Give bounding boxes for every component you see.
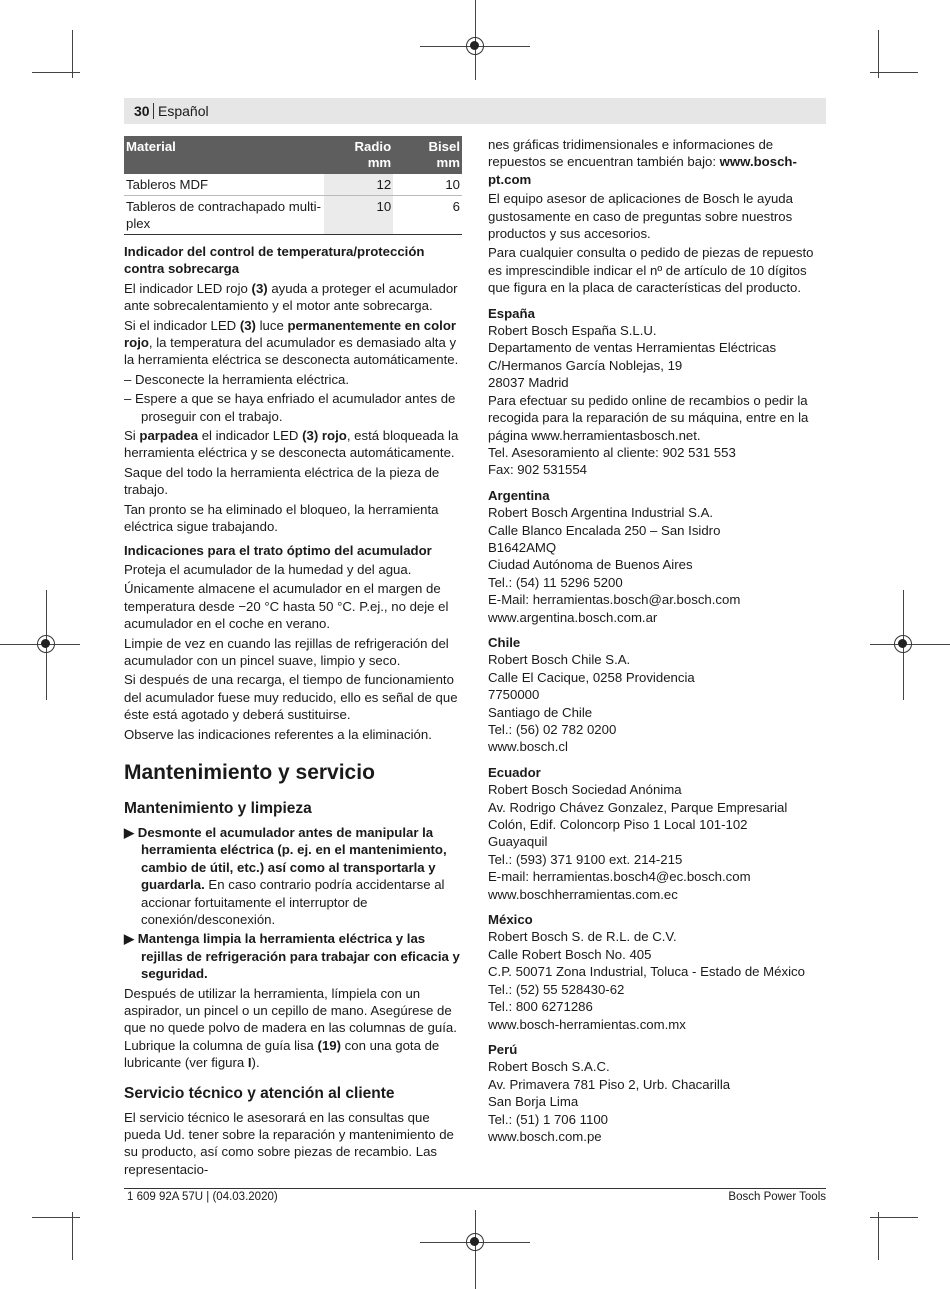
contact-line: Av. Rodrigo Chávez Gonzalez, Parque Empresarial Colón, Edif. Coloncorp Piso 1 Local 101-102 bbox=[488, 799, 788, 833]
country-name: Perú bbox=[488, 1041, 518, 1057]
contact-line: Calle Robert Bosch No. 405 bbox=[488, 946, 652, 962]
subsection-service: Servicio técnico y atención al cliente bbox=[124, 1084, 395, 1102]
dash-item: – Desconecte la herramienta eléctrica. bbox=[124, 371, 350, 387]
crop-mark bbox=[32, 1217, 80, 1218]
country-block bbox=[488, 911, 826, 1033]
country-block bbox=[488, 305, 826, 479]
contact-line: Robert Bosch Sociedad Anónima bbox=[488, 782, 682, 798]
section-title-maintenance: Mantenimiento y servicio bbox=[124, 760, 375, 784]
table-header-bisel: Bisel mm bbox=[393, 136, 462, 174]
crop-mark bbox=[870, 72, 918, 73]
service-contacts bbox=[488, 305, 826, 1146]
country-block bbox=[488, 487, 826, 626]
page-header-bar bbox=[124, 98, 826, 124]
contact-line: Para efectuar su pedido online de recambios o pedir la recogida para la reparación de su máquina, entre en la página www.herramientasbosch.net. bbox=[488, 392, 809, 443]
contact-line: C.P. 50071 Zona Industrial, Toluca - Estado de México bbox=[488, 964, 805, 980]
contact-line: 28037 Madrid bbox=[488, 375, 569, 391]
contact-line: Calle Blanco Encalada 250 – San Isidro bbox=[488, 522, 721, 538]
country-block bbox=[488, 1041, 826, 1145]
contact-line: Calle El Cacique, 0258 Providencia bbox=[488, 669, 695, 685]
contact-line: Robert Bosch España S.L.U. bbox=[488, 323, 657, 339]
material-table bbox=[124, 136, 462, 235]
contact-line: E-mail: herramientas.bosch4@ec.bosch.com bbox=[488, 869, 751, 885]
crop-mark bbox=[878, 30, 879, 78]
contact-line: www.bosch-herramientas.com.mx bbox=[488, 1016, 686, 1032]
contact-line: Tel. Asesoramiento al cliente: 902 531 553 bbox=[488, 444, 736, 460]
country-block bbox=[488, 634, 826, 756]
footer-divider bbox=[124, 1188, 826, 1189]
temp-heading: Indicador del control de temperatura/protección contra sobrecarga bbox=[124, 244, 425, 277]
contact-line: Robert Bosch Chile S.A. bbox=[488, 652, 631, 668]
country-name: México bbox=[488, 912, 533, 928]
contact-line: Tel.: (51) 1 706 1100 bbox=[488, 1111, 608, 1127]
country-name: Chile bbox=[488, 634, 521, 650]
cell-bisel: 10 bbox=[393, 174, 462, 196]
contact-line: www.bosch.com.pe bbox=[488, 1128, 602, 1144]
registration-mark-icon bbox=[37, 635, 55, 653]
contact-line: Ciudad Autónoma de Buenos Aires bbox=[488, 557, 693, 573]
paragraph: Si después de una recarga, el tiempo de funcionamiento del acumulador fuese muy reducido, ello es señal de que éste está agotado y deberá sustituirse. bbox=[124, 672, 458, 723]
cell-bisel: 6 bbox=[393, 196, 462, 235]
footer-doc-number: 1 609 92A 57U | (04.03.2020) bbox=[127, 1191, 278, 1203]
table-row bbox=[124, 174, 462, 196]
paragraph: El equipo asesor de aplicaciones de Bosch le ayuda gustosamente en caso de preguntas sobre nuestros productos y sus accesorios. bbox=[488, 191, 793, 242]
paragraph: Si el indicador LED (3) luce permanentemente en color rojo, la temperatura del acumulador es demasiado alta y la herramienta eléctrica se desconecta automáticamente. bbox=[124, 317, 459, 368]
contact-line: Santiago de Chile bbox=[488, 704, 593, 720]
table-header-row bbox=[124, 136, 462, 174]
country-name: Argentina bbox=[488, 487, 550, 503]
paragraph: nes gráficas tridimensionales e informaciones de repuestos se encuentran también bajo: www.bosch-pt.com bbox=[488, 137, 797, 187]
contact-line: www.argentina.bosch.com.ar bbox=[488, 609, 658, 625]
paragraph: Si parpadea el indicador LED (3) rojo, está bloqueada la herramienta eléctrica y se desconecta automáticamente. bbox=[124, 428, 459, 461]
contact-line: Robert Bosch Argentina Industrial S.A. bbox=[488, 505, 714, 521]
country-name: España bbox=[488, 305, 535, 321]
contact-line: Tel.: (54) 11 5296 5200 bbox=[488, 574, 623, 590]
cell-material: Tableros de contrachapado multi-plex bbox=[124, 196, 324, 235]
contact-line: E-Mail: herramientas.bosch@ar.bosch.com bbox=[488, 592, 741, 608]
contact-line: B1642AMQ bbox=[488, 539, 557, 555]
contact-line: Robert Bosch S. de R.L. de C.V. bbox=[488, 929, 677, 945]
contact-line: Guayaquil bbox=[488, 834, 548, 850]
header-divider bbox=[153, 103, 154, 119]
header-language: Español bbox=[158, 103, 209, 119]
contact-line: Tel.: (52) 55 528430-62 bbox=[488, 981, 625, 997]
paragraph: Después de utilizar la herramienta, límpiela con un aspirador, un pincel o un cepillo de mano. Asegúrese de que no quede polvo de madera en las columnas de guía. Lubrique la columna de guía lisa (19) con una gota de lubricante (ver figura I). bbox=[124, 985, 457, 1071]
paragraph: Tan pronto se ha eliminado el bloqueo, la herramienta eléctrica sigue trabajando. bbox=[124, 501, 439, 535]
contact-line: Tel.: 800 6271286 bbox=[488, 999, 593, 1015]
footer-brand: Bosch Power Tools bbox=[728, 1191, 826, 1203]
contact-line: Departamento de ventas Herramientas Eléctricas bbox=[488, 340, 777, 356]
cell-radio: 12 bbox=[324, 174, 393, 196]
registration-mark-icon bbox=[466, 37, 484, 55]
battery-heading: Indicaciones para el trato óptimo del acumulador bbox=[124, 542, 432, 558]
paragraph: El servicio técnico le asesorará en las consultas que pueda Ud. tener sobre la reparación y mantenimiento de su producto, así como sobre piezas de recambio. Las representacio- bbox=[124, 1109, 454, 1177]
contact-line: www.boschherramientas.com.ec bbox=[488, 886, 678, 902]
cell-radio: 10 bbox=[324, 196, 393, 235]
paragraph: Limpie de vez en cuando las rejillas de refrigeración del acumulador con un pincel suave, limpio y seco. bbox=[124, 635, 449, 668]
subsection-cleaning: Mantenimiento y limpieza bbox=[124, 799, 312, 817]
left-column bbox=[124, 136, 464, 1180]
paragraph: Observe las indicaciones referentes a la eliminación. bbox=[124, 726, 432, 742]
table-header-material: Material bbox=[124, 136, 324, 174]
country-block bbox=[488, 764, 826, 903]
contact-line: 7750000 bbox=[488, 687, 540, 703]
right-column bbox=[488, 136, 826, 1145]
page-number: 30 bbox=[134, 103, 150, 119]
contact-line: Tel.: (56) 02 782 0200 bbox=[488, 722, 617, 737]
contact-line: Av. Primavera 781 Piso 2, Urb. Chacarilla bbox=[488, 1076, 731, 1092]
paragraph: El indicador LED rojo (3) ayuda a proteger el acumulador ante sobrecalentamiento y el motor ante sobrecarga. bbox=[124, 280, 458, 314]
contact-line: Fax: 902 531554 bbox=[488, 462, 587, 478]
crop-mark bbox=[870, 1217, 918, 1218]
contact-line: Tel.: (593) 371 9100 ext. 214-215 bbox=[488, 851, 683, 867]
paragraph: Únicamente almacene el acumulador en el margen de temperatura desde −20 °C hasta 50 °C. P.ej., no deje el acumulador en el coche en verano. bbox=[124, 581, 449, 632]
crop-mark bbox=[72, 30, 73, 78]
contact-line: San Borja Lima bbox=[488, 1094, 579, 1110]
cell-material: Tableros MDF bbox=[124, 174, 324, 196]
crop-mark bbox=[72, 1212, 73, 1260]
warning-item: ▶ Desmonte el acumulador antes de manipular la herramienta eléctrica (p. ej. en el mantenimiento, cambio de útil, etc.) así como al transportarla y guardarla. En caso contrario podría accidentarse al accionar fortuitamente el interruptor de conexión/desconexión. bbox=[124, 824, 447, 927]
crop-mark bbox=[878, 1212, 879, 1260]
registration-mark-icon bbox=[466, 1233, 484, 1251]
contact-line: www.bosch.cl bbox=[488, 739, 568, 755]
crop-mark bbox=[32, 72, 80, 73]
paragraph: Saque del todo la herramienta eléctrica de la pieza de trabajo. bbox=[124, 464, 440, 498]
table-row bbox=[124, 196, 462, 235]
country-name: Ecuador bbox=[488, 764, 541, 780]
warning-item: ▶ Mantenga limpia la herramienta eléctrica y las rejillas de refrigeración para trabajar con eficacia y seguridad. bbox=[124, 931, 460, 982]
paragraph: Proteja el acumulador de la humedad y del agua. bbox=[124, 561, 412, 577]
contact-line: C/Hermanos García Noblejas, 19 bbox=[488, 357, 683, 373]
table-header-radio: Radio mm bbox=[324, 136, 393, 174]
contact-line: Robert Bosch S.A.C. bbox=[488, 1059, 610, 1075]
paragraph: Para cualquier consulta o pedido de piezas de repuesto es imprescindible indicar el nº de artículo de 10 dígitos que figura en la placa de características del producto. bbox=[488, 245, 814, 296]
registration-mark-icon bbox=[894, 635, 912, 653]
dash-item: – Espere a que se haya enfriado el acumulador antes de proseguir con el trabajo. bbox=[124, 391, 456, 424]
